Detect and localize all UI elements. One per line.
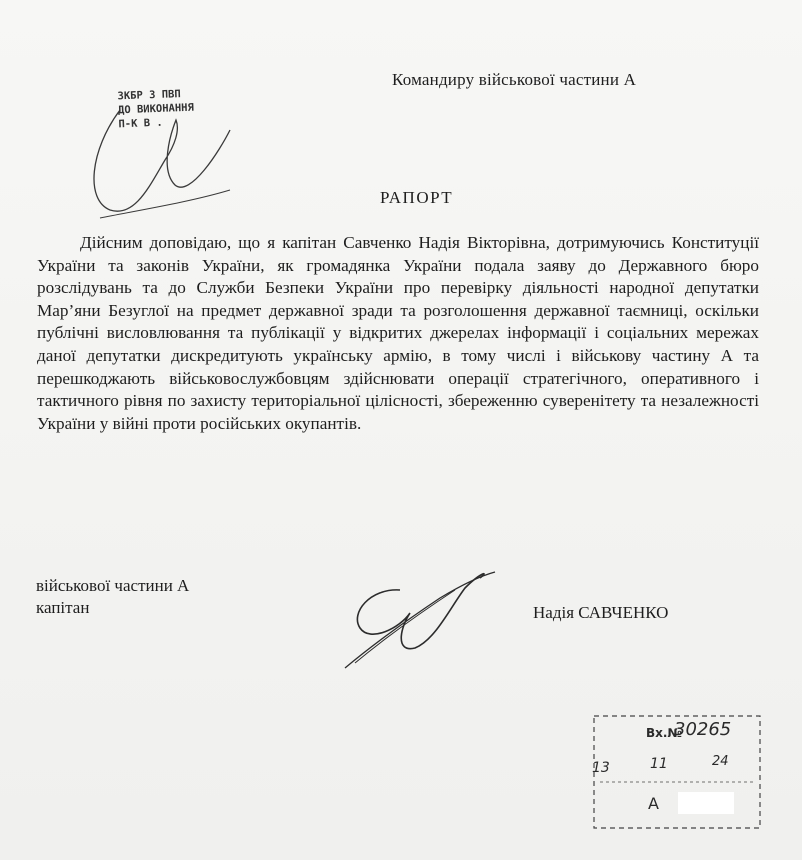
addressee-line: Командиру військової частини А [392,70,637,89]
registration-label: Вх.№ [646,726,682,740]
signature-unit: військової частини А [36,576,190,595]
resolution-stamp [117,87,194,132]
registration-day: 13 [592,760,610,776]
document-title: РАПОРТ [380,188,454,207]
registration-year: 24 [712,754,729,769]
stamp-line: П-К В . [118,116,163,131]
stamp-line: ЗКБР 3 ПВП [117,88,181,103]
registration-unit-prefix: А [648,794,659,813]
signature-rank: капітан [36,598,90,617]
registration-number: 30265 [674,719,732,740]
signatory-name: Надія САВЧЕНКО [533,603,669,622]
registration-stamp [590,714,770,834]
registration-month: 11 [650,756,668,772]
stamp-line: ДО ВИКОНАННЯ [117,101,195,117]
handwritten-signature-icon [330,568,500,678]
redaction-box [678,792,734,814]
report-body: Дійсним доповідаю, що я капітан Савченко Надія Вікторівна, дотримуючись Конституції України та законів України, як громадянка України подала заяву до Державного бюро розслідувань та до Служби Безпеки України про перевірку діяльності народної депутатки Мар’яни Безуглої на предмет державної зради та розголошення державної таємниці, оскільки публічні висловлювання та публікації у відкритих джерелах інформації і соціальних мережах даної депутатки дискредитують українську армію, в тому числі і військову частину А та перешкоджають військовослужбовцям здійснювати операції стратегічного, оперативного і тактичного рівня по захисту територіальної цілісності, збереженню суверенітету та незалежності України у війні проти російських окупантів. [37,233,759,433]
